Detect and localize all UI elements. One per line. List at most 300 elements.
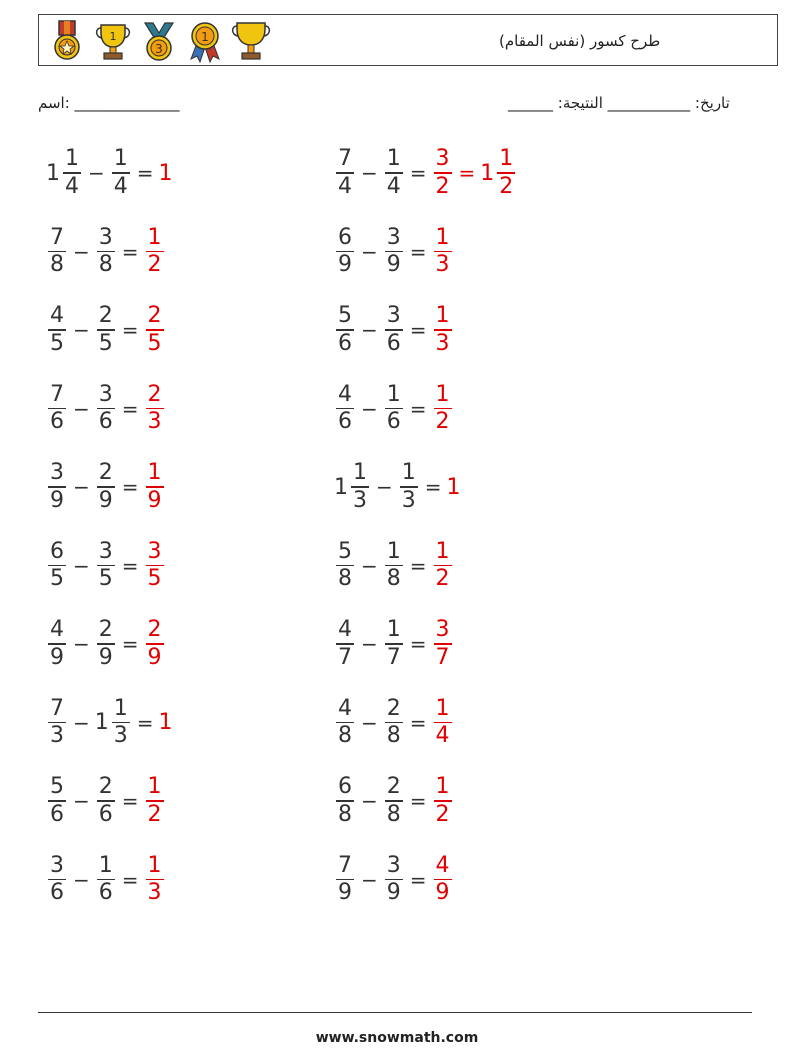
fraction [497, 146, 515, 200]
fraction [385, 853, 403, 907]
number [383, 696, 405, 750]
answer [432, 539, 454, 593]
denominator: 8 [50, 252, 64, 278]
answer [159, 161, 174, 186]
fraction [434, 774, 452, 828]
fraction [146, 382, 164, 436]
equals-sign: = [121, 632, 139, 656]
numerator: 3 [50, 852, 64, 878]
equals-sign: = [409, 161, 427, 185]
denominator: 6 [386, 409, 401, 435]
fraction [434, 539, 452, 593]
answer [432, 225, 454, 279]
denominator: 3 [401, 487, 416, 513]
numerator: 3 [98, 224, 113, 250]
denominator: 6 [386, 330, 401, 356]
denominator: 6 [98, 409, 113, 435]
numerator: 1 [435, 774, 450, 800]
fraction [97, 460, 115, 514]
numerator: 4 [50, 617, 64, 643]
denominator: 7 [386, 644, 401, 670]
fraction [97, 539, 115, 593]
number [480, 146, 517, 200]
denominator: 3 [113, 723, 128, 749]
denominator: 2 [435, 409, 450, 435]
fraction [63, 146, 81, 200]
number [432, 853, 454, 907]
number [398, 460, 420, 514]
denominator: 8 [386, 801, 401, 827]
minus-sign: − [361, 318, 378, 342]
numerator: 5 [338, 538, 352, 564]
numerator: 1 [386, 538, 401, 564]
denominator: 6 [50, 880, 64, 906]
denominator: 9 [338, 252, 352, 278]
answer [144, 303, 166, 357]
number [95, 303, 117, 357]
denominator: 3 [147, 409, 162, 435]
minus-sign: − [361, 867, 378, 892]
fraction [385, 382, 403, 436]
medal-strip [47, 19, 271, 63]
denominator: 2 [147, 801, 162, 827]
denominator: 4 [338, 173, 352, 199]
equals-sign: = [409, 789, 427, 813]
number [95, 774, 117, 828]
numerator: 4 [338, 695, 352, 721]
numerator: 2 [147, 381, 162, 407]
minus-sign: − [73, 632, 90, 656]
numerator: 5 [50, 774, 64, 800]
numerator: 4 [50, 303, 64, 329]
number [432, 539, 454, 593]
fraction [336, 853, 354, 907]
number [334, 460, 371, 514]
numerator: 1 [435, 224, 450, 250]
number [432, 225, 454, 279]
problem-p13 [46, 612, 166, 676]
answer [144, 382, 166, 436]
whole-part: 1 [480, 160, 495, 186]
denominator: 9 [98, 487, 113, 513]
number [95, 382, 117, 436]
fraction [385, 696, 403, 750]
whole-part: 1 [446, 474, 461, 500]
fraction [336, 774, 354, 828]
numerator: 2 [386, 695, 401, 721]
answer [432, 303, 454, 357]
number [432, 696, 454, 750]
minus-sign: − [361, 396, 378, 421]
fraction [385, 303, 403, 357]
answer [432, 774, 454, 828]
fraction [434, 696, 452, 750]
denominator: 5 [50, 566, 64, 592]
footer-divider [38, 1012, 752, 1013]
number [432, 146, 454, 200]
fraction [385, 539, 403, 593]
minus-sign: − [73, 318, 90, 342]
medal-star-icon [47, 19, 87, 63]
answer [432, 696, 454, 750]
number [432, 382, 454, 436]
numerator: 6 [338, 224, 352, 250]
number [144, 225, 166, 279]
problem-p15 [46, 691, 174, 755]
equals-sign: = [136, 161, 154, 185]
numerator: 1 [435, 303, 450, 329]
fraction [146, 225, 164, 279]
fraction [97, 225, 115, 279]
number [447, 475, 462, 500]
number [383, 853, 405, 907]
denominator: 9 [338, 880, 352, 906]
numerator: 7 [50, 381, 64, 407]
fraction [48, 382, 66, 436]
number [46, 460, 68, 514]
problem-p18 [334, 769, 454, 833]
equals-sign: = [136, 710, 154, 735]
number [144, 382, 166, 436]
numerator: 1 [65, 146, 79, 172]
number [144, 460, 166, 514]
denominator: 8 [386, 723, 401, 749]
numerator: 3 [386, 852, 401, 878]
equals-sign: = [458, 161, 476, 185]
fraction [97, 617, 115, 671]
answer [144, 539, 166, 593]
minus-sign: − [361, 789, 378, 813]
denominator: 8 [338, 801, 352, 827]
number [46, 225, 68, 279]
fraction [48, 303, 66, 357]
fraction [48, 774, 66, 828]
denominator: 7 [435, 644, 450, 670]
minus-sign: − [73, 396, 90, 421]
fraction [385, 146, 403, 200]
fraction [97, 303, 115, 357]
denominator: 2 [147, 252, 162, 278]
problem-p14 [334, 612, 454, 676]
number [383, 303, 405, 357]
whole-part: 1 [158, 160, 173, 186]
numerator: 1 [98, 852, 113, 878]
equals-sign: = [409, 632, 427, 656]
fraction [336, 539, 354, 593]
minus-sign: − [376, 475, 393, 499]
numerator: 3 [435, 146, 450, 172]
fraction [48, 696, 66, 750]
numerator: 7 [50, 224, 64, 250]
trophy-icon [231, 19, 271, 63]
footer-url: www.snowmath.com [315, 1030, 479, 1046]
denominator: 5 [98, 566, 113, 592]
numerator: 1 [435, 695, 450, 721]
number [383, 146, 405, 200]
answer [144, 460, 166, 514]
numerator: 2 [98, 303, 113, 329]
numerator: 7 [50, 695, 64, 721]
numerator: 3 [386, 224, 401, 250]
denominator: 6 [338, 409, 352, 435]
number [46, 382, 68, 436]
number [334, 696, 356, 750]
number [144, 774, 166, 828]
numerator: 3 [386, 303, 401, 329]
problem-p7 [46, 377, 166, 441]
fraction [48, 539, 66, 593]
whole-part: 1 [158, 710, 173, 735]
denominator: 9 [98, 644, 113, 670]
denominator: 2 [435, 801, 450, 827]
numerator: 3 [435, 617, 450, 643]
numerator: 3 [98, 381, 113, 407]
denominator: 4 [386, 173, 401, 199]
number [334, 146, 356, 200]
numerator: 1 [113, 146, 128, 172]
number [383, 774, 405, 828]
problem-p6 [334, 298, 454, 362]
answer [144, 774, 166, 828]
number [334, 539, 356, 593]
numerator: 2 [386, 774, 401, 800]
numerator: 1 [113, 695, 128, 721]
denominator: 3 [147, 880, 162, 906]
fraction [146, 303, 164, 357]
denominator: 2 [435, 173, 450, 199]
fraction [97, 774, 115, 828]
number [46, 853, 68, 907]
trophy-1-icon [93, 19, 133, 63]
denominator: 7 [338, 644, 352, 670]
medal-3-icon [139, 19, 179, 63]
problem-p11 [46, 534, 166, 598]
fraction [336, 225, 354, 279]
equals-sign: = [424, 475, 442, 499]
denominator: 8 [338, 723, 352, 749]
fraction [336, 303, 354, 357]
denominator: 4 [65, 173, 79, 199]
fraction [48, 225, 66, 279]
numerator: 2 [147, 303, 162, 329]
numerator: 1 [435, 381, 450, 407]
problem-p9 [46, 455, 166, 519]
answer [144, 853, 166, 907]
problem-p10 [334, 455, 462, 519]
number [383, 382, 405, 436]
numerator: 1 [147, 852, 162, 878]
minus-sign: − [73, 553, 90, 578]
problem-p1 [46, 141, 174, 205]
date-score-field: ______ :تاريخ: ___________ النتيجة [508, 94, 730, 112]
numerator: 1 [147, 224, 162, 250]
denominator: 5 [147, 330, 162, 356]
minus-sign: − [73, 475, 90, 499]
denominator: 9 [50, 487, 64, 513]
fraction [146, 853, 164, 907]
problem-p17 [46, 769, 166, 833]
number [144, 853, 166, 907]
number [110, 146, 132, 200]
minus-sign: − [73, 710, 90, 735]
fraction [434, 853, 452, 907]
equals-sign: = [121, 318, 139, 342]
number [334, 225, 356, 279]
minus-sign: − [73, 239, 90, 264]
fraction [385, 774, 403, 828]
problem-p8 [334, 377, 454, 441]
answer [432, 617, 454, 671]
fraction [385, 617, 403, 671]
svg-text:3: 3 [155, 42, 163, 56]
svg-text:1: 1 [109, 30, 117, 43]
numerator: 4 [338, 381, 352, 407]
numerator: 7 [338, 852, 352, 878]
number [46, 303, 68, 357]
numerator: 6 [338, 774, 352, 800]
denominator: 5 [147, 566, 162, 592]
denominator: 8 [338, 566, 352, 592]
numerator: 1 [147, 460, 162, 486]
minus-sign: − [361, 710, 378, 735]
numerator: 1 [499, 146, 514, 172]
numerator: 1 [386, 146, 401, 172]
answer [144, 225, 166, 279]
number [95, 696, 132, 750]
minus-sign: − [73, 789, 90, 813]
number [432, 774, 454, 828]
fraction [351, 460, 369, 514]
answer [432, 382, 454, 436]
fraction [336, 382, 354, 436]
fraction [336, 696, 354, 750]
equals-sign: = [409, 396, 427, 421]
equals-sign: = [121, 867, 139, 892]
denominator: 6 [98, 880, 113, 906]
denominator: 9 [147, 487, 162, 513]
fraction [336, 146, 354, 200]
fraction [97, 853, 115, 907]
fraction [434, 617, 452, 671]
numerator: 5 [338, 303, 352, 329]
problem-p12 [334, 534, 454, 598]
equals-sign: = [121, 553, 139, 578]
minus-sign: − [88, 161, 105, 185]
number [95, 539, 117, 593]
equals-sign: = [121, 789, 139, 813]
number [334, 774, 356, 828]
equals-sign: = [121, 239, 139, 264]
problem-p4 [334, 220, 454, 284]
rosette-1-icon [185, 19, 225, 63]
equals-sign: = [121, 396, 139, 421]
fraction [146, 774, 164, 828]
answer [432, 853, 454, 907]
numerator: 3 [98, 538, 113, 564]
equals-sign: = [409, 239, 427, 264]
number [95, 853, 117, 907]
fraction [385, 225, 403, 279]
problem-p2 [334, 141, 517, 205]
fraction [434, 225, 452, 279]
fraction [48, 853, 66, 907]
problem-p3 [46, 220, 166, 284]
numerator: 3 [147, 538, 162, 564]
number [334, 382, 356, 436]
numerator: 1 [386, 381, 401, 407]
denominator: 9 [386, 880, 401, 906]
numerator: 7 [338, 146, 352, 172]
answer [144, 617, 166, 671]
number [46, 696, 68, 750]
equals-sign: = [409, 553, 427, 578]
denominator: 2 [435, 566, 450, 592]
problem-p20 [334, 848, 454, 912]
denominator: 3 [353, 487, 367, 513]
denominator: 8 [98, 252, 113, 278]
number [46, 539, 68, 593]
minus-sign: − [361, 553, 378, 578]
numerator: 2 [147, 617, 162, 643]
answer [159, 710, 174, 735]
number [159, 710, 174, 735]
equals-sign: = [409, 710, 427, 735]
fraction [112, 696, 130, 750]
number [159, 161, 174, 186]
fraction [48, 617, 66, 671]
denominator: 5 [98, 330, 113, 356]
number [383, 225, 405, 279]
denominator: 6 [50, 409, 64, 435]
numerator: 1 [435, 538, 450, 564]
name-field: اسم: ______________ [38, 94, 180, 112]
fraction [112, 146, 130, 200]
denominator: 9 [435, 880, 450, 906]
number [95, 225, 117, 279]
problem-p19 [46, 848, 166, 912]
denominator: 9 [386, 252, 401, 278]
denominator: 9 [147, 644, 162, 670]
number [95, 460, 117, 514]
numerator: 1 [147, 774, 162, 800]
numerator: 4 [338, 617, 352, 643]
whole-part: 1 [94, 710, 109, 735]
numerator: 4 [435, 852, 450, 878]
number [432, 303, 454, 357]
minus-sign: − [361, 161, 378, 185]
equals-sign: = [409, 318, 427, 342]
fraction [434, 146, 452, 200]
denominator: 5 [50, 330, 64, 356]
minus-sign: − [73, 867, 90, 892]
svg-text:1: 1 [201, 30, 209, 44]
denominator: 6 [338, 330, 352, 356]
answer [480, 146, 517, 200]
whole-part: 1 [334, 474, 348, 500]
number [383, 617, 405, 671]
fraction [400, 460, 418, 514]
number [144, 303, 166, 357]
problem-p16 [334, 691, 454, 755]
fraction [146, 539, 164, 593]
denominator: 6 [50, 801, 64, 827]
number [46, 146, 83, 200]
numerator: 6 [50, 538, 64, 564]
denominator: 3 [435, 330, 450, 356]
denominator: 4 [113, 173, 128, 199]
answer [432, 146, 454, 200]
numerator: 2 [98, 460, 113, 486]
